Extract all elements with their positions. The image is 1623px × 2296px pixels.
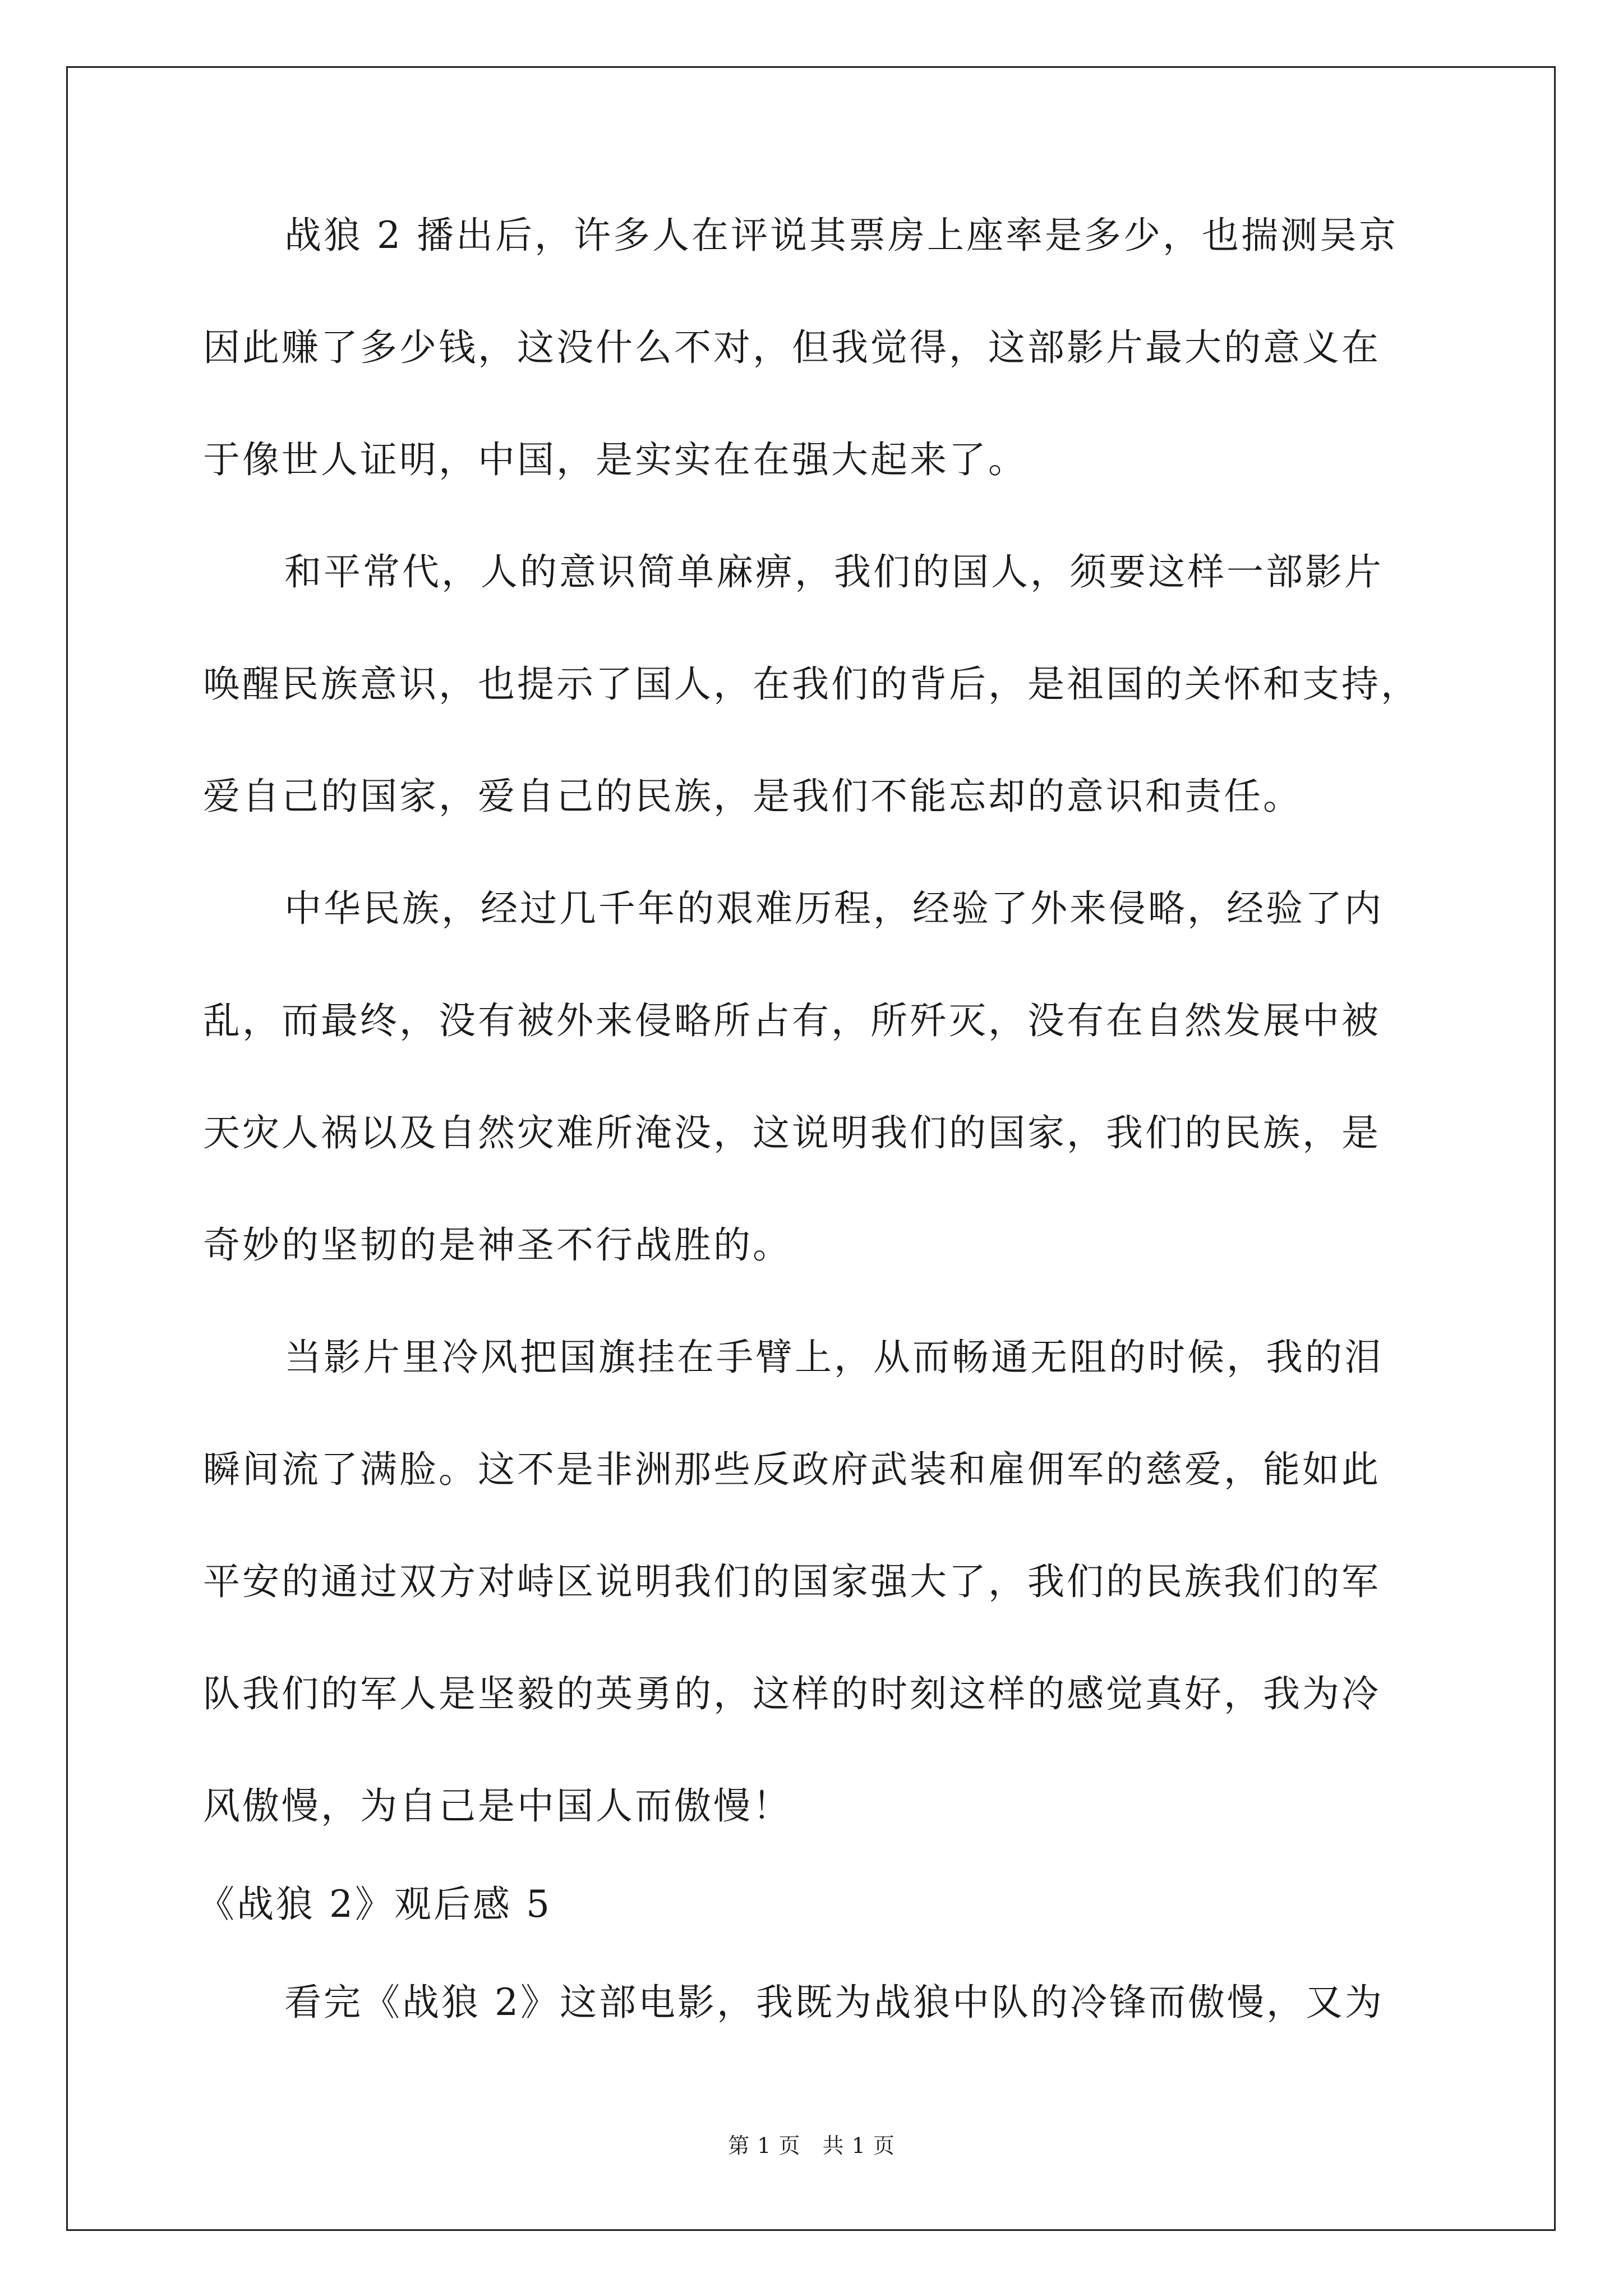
text-line: 于像世人证明，中国，是实实在在强大起来了。 — [203, 438, 1027, 481]
text-line: 爱自己的国家，爱自己的民族，是我们不能忘却的意识和责任。 — [203, 775, 1302, 818]
text-line: 看完《战狼 2》这部电影，我既为战狼中队的冷锋而傲慢，又为 — [284, 1981, 1384, 2024]
text-line: 平安的通过双方对峙区说明我们的国家强大了，我们的民族我们的军 — [203, 1560, 1381, 1603]
text-line: 战狼 2 播出后，许多人在评说其票房上座率是多少，也揣测吴京 — [284, 214, 1398, 257]
text-line: 和平常代，人的意识简单麻痹，我们的国人，须要这样一部影片 — [284, 550, 1384, 593]
page-footer: 第 1 页 共 1 页 — [728, 2133, 895, 2158]
text-line: 因此赚了多少钱，这没什么不对，但我觉得，这部影片最大的意义在 — [203, 326, 1381, 369]
text-line: 中华民族，经过几千年的艰难历程，经验了外来侵略，经验了内 — [284, 887, 1384, 930]
text-line: 奇妙的坚韧的是神圣不行战胜的。 — [203, 1223, 792, 1267]
text-line: 唤醒民族意识，也提示了国人，在我们的背后，是祖国的关怀和支持， — [203, 662, 1420, 706]
text-line: 当影片里冷风把国旗挂在手臂上，从而畅通无阻的时候，我的泪 — [284, 1336, 1384, 1379]
section-heading: 《战狼 2》观后感 5 — [197, 1883, 552, 1926]
text-line: 瞬间流了满脸。这不是非洲那些反政府武装和雇佣军的慈爱，能如此 — [203, 1448, 1381, 1491]
text-line: 乱，而最终，没有被外来侵略所占有，所歼灭，没有在自然发展中被 — [203, 999, 1381, 1042]
text-line: 风傲慢，为自己是中国人而傲慢！ — [203, 1784, 792, 1828]
text-line: 队我们的军人是坚毅的英勇的，这样的时刻这样的感觉真好，我为冷 — [203, 1672, 1381, 1715]
text-line: 天灾人祸以及自然灾难所淹没，这说明我们的国家，我们的民族，是 — [203, 1111, 1381, 1154]
